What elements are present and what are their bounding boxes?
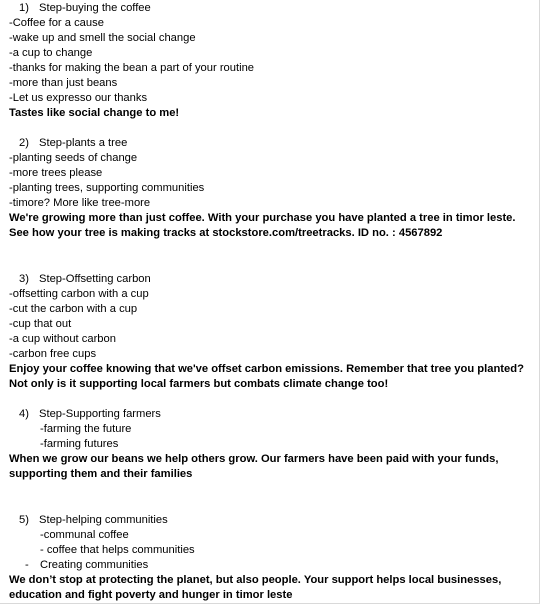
section-buying-coffee	[9, 1, 533, 121]
section-number: 3)	[19, 273, 29, 285]
section-tagline: Tastes like social change to me!	[9, 107, 180, 119]
section-offsetting-carbon	[9, 272, 533, 392]
section-title: Step-plants a tree	[39, 137, 128, 149]
section-title: Step-Offsetting carbon	[39, 273, 151, 285]
list-item: -cup that out	[9, 318, 72, 330]
section-plants-tree	[9, 136, 533, 241]
section-tagline: When we grow our beans we help others grow. Our farmers have been paid with your funds, supporting them and their families	[9, 453, 499, 480]
section-title: Step-buying the coffee	[39, 2, 151, 14]
list-item: -offsetting carbon with a cup	[9, 288, 149, 300]
list-item: -more trees please	[9, 167, 103, 179]
section-tagline: We don’t stop at protecting the planet, but also people. Your support helps local businesses, education and fight poverty and hunger in timor leste	[9, 574, 502, 601]
list-item: -a cup without carbon	[9, 333, 116, 345]
list-item: -planting seeds of change	[9, 152, 138, 164]
section-title: Step-helping communities	[39, 514, 168, 526]
section-number: 5)	[19, 514, 29, 526]
bullet-item-text: Creating communities	[40, 559, 149, 571]
list-item: -cut the carbon with a cup	[9, 303, 138, 315]
list-item: -farming futures	[40, 438, 119, 450]
section-helping-communities	[9, 513, 533, 603]
list-item: -thanks for making the bean a part of your routine	[9, 62, 255, 74]
section-heading	[9, 407, 533, 422]
section-heading	[9, 513, 533, 528]
section-heading	[9, 272, 533, 287]
list-item: -Coffee for a cause	[9, 17, 104, 29]
list-item: -Let us expresso our thanks	[9, 92, 148, 104]
section-tagline: Enjoy your coffee knowing that we've offset carbon emissions. Remember that tree you planted? Not only is it supporting local farmers but combats climate change too!	[9, 363, 524, 390]
list-item: -more than just beans	[9, 77, 118, 89]
section-title: Step-Supporting farmers	[39, 408, 161, 420]
section-heading	[9, 1, 533, 16]
dash-bullet: -	[25, 559, 29, 571]
list-item: -timore? More like tree-more	[9, 197, 151, 209]
section-tagline: We're growing more than just coffee. With your purchase you have planted a tree in timor leste. See how your tree is making tracks at stockstore.com/treetracks. ID no. : 4567892	[9, 212, 516, 239]
section-heading	[9, 136, 533, 151]
list-item: - coffee that helps communities	[40, 544, 195, 556]
list-item: -farming the future	[40, 423, 132, 435]
section-number: 1)	[19, 2, 29, 14]
list-item: -planting trees, supporting communities	[9, 182, 205, 194]
list-item: -wake up and smell the social change	[9, 32, 196, 44]
bullet-list-item	[9, 558, 533, 573]
section-supporting-farmers	[9, 407, 533, 482]
list-item: -a cup to change	[9, 47, 93, 59]
list-item: -communal coffee	[40, 529, 129, 541]
section-number: 2)	[19, 137, 29, 149]
section-number: 4)	[19, 408, 29, 420]
list-item: -carbon free cups	[9, 348, 97, 360]
